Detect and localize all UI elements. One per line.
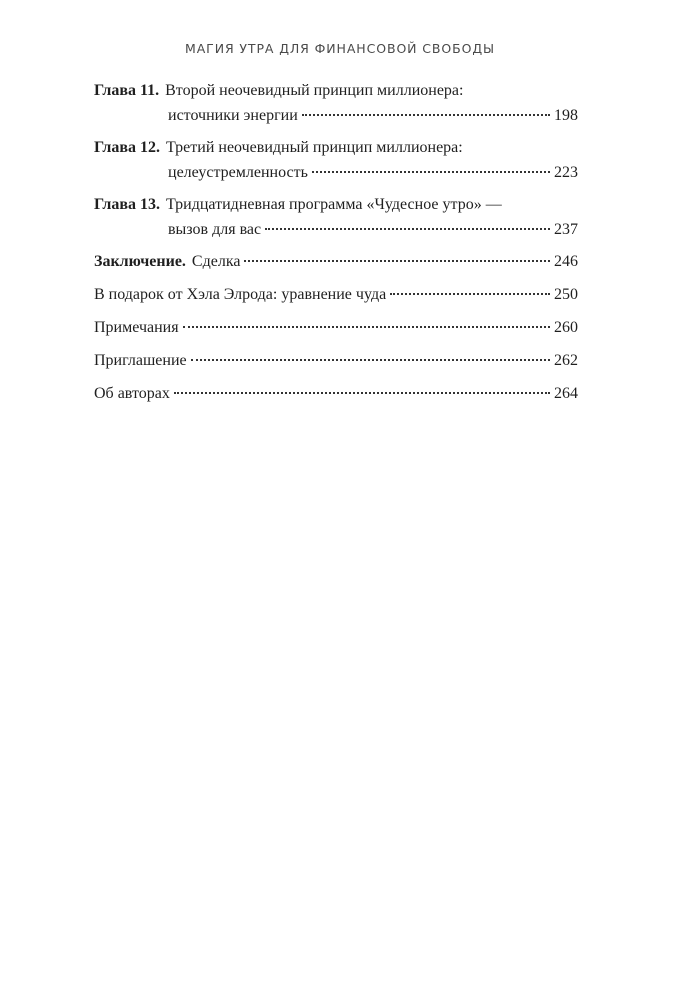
toc-entry-line [94, 249, 578, 274]
toc-entry-invitation[interactable] [94, 348, 578, 373]
notes-title: Примечания [94, 319, 179, 336]
invitation-title: Приглашение [94, 352, 187, 369]
chapter-title-line2: целеустремленность [168, 164, 308, 181]
toc-entry-line [94, 348, 578, 373]
toc-entry-line [94, 315, 578, 340]
toc-entry-chapter-13[interactable] [94, 192, 578, 242]
toc-entry-chapter-11[interactable] [94, 78, 578, 128]
page-number: 262 [554, 352, 578, 369]
toc-entry-notes[interactable] [94, 315, 578, 340]
conclusion-title: Сделка [191, 253, 241, 270]
chapter-title-line2: источники энергии [168, 107, 298, 124]
dot-leader [244, 260, 550, 262]
toc-entry-line [94, 381, 578, 406]
dot-leader [312, 171, 550, 173]
dot-leader [183, 326, 550, 328]
page-number: 260 [554, 319, 578, 336]
chapter-title-line1: Тридцатидневная программа «Чудесное утро» — [166, 196, 502, 213]
chapter-label: Глава 11. [94, 82, 160, 99]
dot-leader [174, 392, 550, 394]
page-number: 250 [554, 286, 578, 303]
chapter-title-line2: вызов для вас [168, 221, 262, 238]
page-number: 198 [554, 107, 578, 124]
chapter-label: Глава 13. [94, 196, 160, 213]
toc-entry-first-line [94, 135, 578, 160]
page-number: 223 [554, 164, 578, 181]
page-number: 246 [554, 253, 578, 270]
toc-entry-conclusion[interactable] [94, 249, 578, 274]
running-head: МАГИЯ УТРА ДЛЯ ФИНАНСОВОЙ СВОБОДЫ [185, 41, 495, 56]
toc-entry-first-line [94, 192, 578, 217]
page-number: 264 [554, 385, 578, 402]
toc-entry-first-line [94, 78, 578, 103]
conclusion-label: Заключение. [94, 253, 186, 270]
table-of-contents [94, 78, 578, 414]
chapter-title-line1: Третий неочевидный принцип миллионера: [166, 139, 463, 156]
toc-entry-second-line [94, 103, 578, 128]
about-authors-title: Об авторах [94, 385, 170, 402]
page-number: 237 [554, 221, 578, 238]
dot-leader [191, 359, 550, 361]
toc-entry-second-line [94, 217, 578, 242]
toc-entry-second-line [94, 160, 578, 185]
chapter-title-line1: Второй неочевидный принцип миллионера: [165, 82, 464, 99]
dot-leader [265, 228, 550, 230]
gift-title: В подарок от Хэла Элрода: уравнение чуда [94, 286, 387, 303]
toc-entry-chapter-12[interactable] [94, 135, 578, 185]
dot-leader [302, 114, 550, 116]
toc-entry-about-authors[interactable] [94, 381, 578, 406]
chapter-label: Глава 12. [94, 139, 160, 156]
dot-leader [390, 293, 550, 295]
toc-entry-line [94, 282, 578, 307]
toc-entry-gift[interactable] [94, 282, 578, 307]
